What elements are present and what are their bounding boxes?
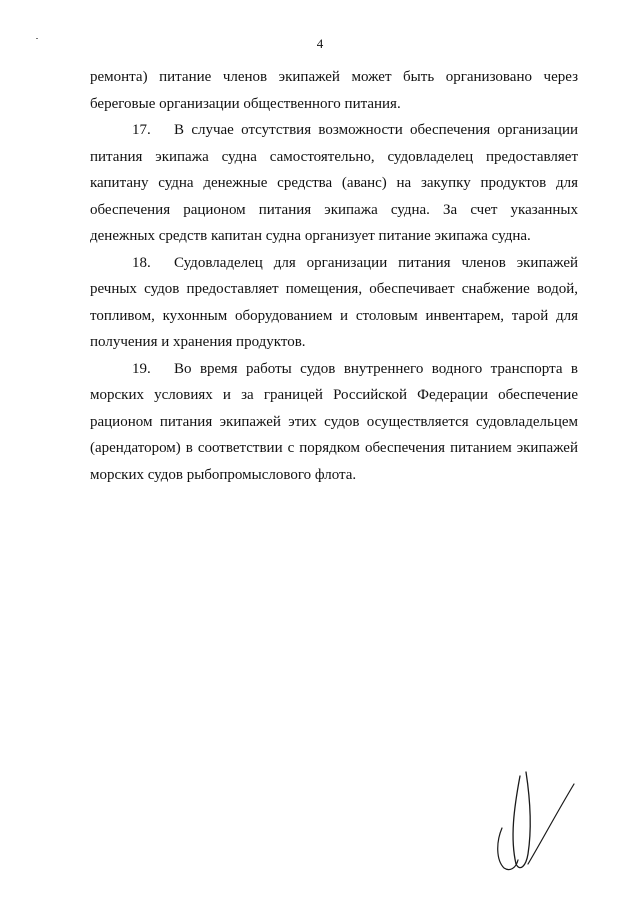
paragraph-text: Во время работы судов внутреннего водного транспорта в морских условиях и за границей Российской Федерации обеспечение рационом питания экипажей этих судов осуществляется судовладельцем (арендатором) в соответствии с порядком обеспечения питанием экипажей морских судов рыбопромыслового флота. bbox=[90, 360, 578, 483]
handwritten-signature bbox=[490, 768, 580, 878]
page-number: 4 bbox=[316, 36, 324, 51]
paragraph-text: ремонта) питание членов экипажей может быть организовано через береговые организации общественного питания. bbox=[90, 69, 578, 112]
paragraph-continuation bbox=[90, 64, 578, 117]
paragraph-number: 18. bbox=[132, 254, 151, 271]
paragraph-text: В случае отсутствия возможности обеспечения организации питания экипажа судна самостоятельно, судовладелец предоставляет капитану судна денежные средства (аванс) на закупку продуктов для обеспечения рационом питания экипажа судна. За счет указанных денежных средств капитан судна организует питание экипажа судна. bbox=[90, 122, 578, 244]
paragraph-number: 17. bbox=[132, 122, 151, 138]
paragraph-18 bbox=[90, 250, 578, 356]
paragraph-number: 19. bbox=[132, 360, 151, 377]
document-body bbox=[90, 64, 578, 488]
paragraph-19 bbox=[90, 356, 578, 489]
paragraph-17 bbox=[90, 117, 578, 250]
paragraph-text: Судовладелец для организации питания членов экипажей речных судов предоставляет помещения, обеспечивает снабжение водой, топливом, кухонным оборудованием и столовым инвентарем, тарой для получения и хранения продуктов. bbox=[90, 254, 578, 350]
